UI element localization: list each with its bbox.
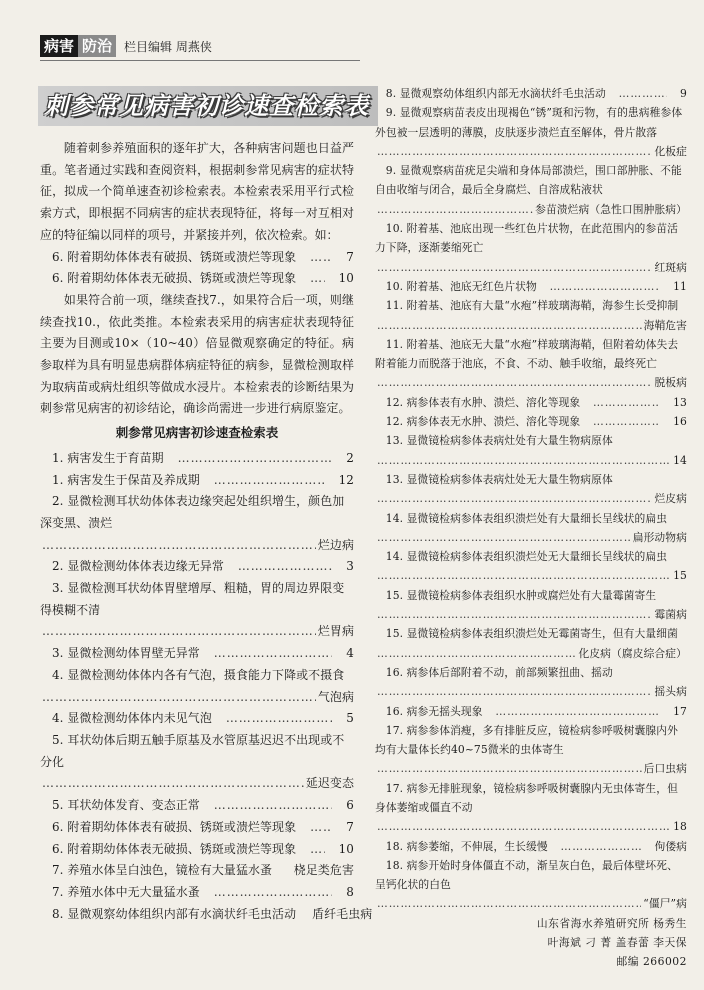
author-affiliation: 山东省海水养殖研究所 杨秀生 — [536, 916, 687, 930]
entry-text: 17. 病参参体消瘦，多有排脏反应，镜检病参呼吸树囊腺内外均有大量体长约40~75微米的虫体寄生 — [375, 723, 678, 757]
leader-dots — [298, 817, 332, 839]
leader-dots — [274, 860, 280, 882]
key-entry — [375, 856, 687, 914]
column-name-part1: 病害 — [40, 35, 78, 57]
entry-target: 后口虫病 — [643, 762, 687, 776]
key-entry — [375, 335, 687, 393]
leader-dots — [377, 200, 533, 219]
leader-dots — [377, 682, 652, 701]
entry-target: 化皮病（腐皮综合症） — [578, 646, 687, 660]
entry-target: 17 — [673, 704, 687, 718]
entry-target: 12 — [338, 472, 354, 487]
article-title: 刺参常见病害初诊速查检索表 — [44, 92, 369, 120]
leader-dots — [298, 839, 325, 861]
column-name-part2: 防治 — [78, 35, 116, 57]
entry-text: 16. 病参体后部附着不动，前部频繁扭曲、摇动 — [385, 665, 613, 679]
entry-text: 14. 显微镜检病参体表组织溃烂处无大量细长呈线状的扁虫 — [385, 550, 668, 564]
entry-target: 10 — [338, 271, 354, 286]
key-entry — [40, 448, 354, 470]
entry-target: 18 — [673, 820, 687, 834]
left-column — [40, 138, 373, 925]
key-entry — [375, 837, 687, 856]
entry-target: 5 — [346, 711, 354, 726]
entry-text: 5. 耳状幼体后期五触手原基及水管原基迟迟不出现或不分化 — [40, 732, 345, 769]
leader-dots — [377, 258, 652, 277]
entry-text: 4. 显微检测幼体体内未见气泡 — [51, 711, 212, 726]
leader-dots — [202, 882, 333, 904]
entry-target: 15 — [673, 569, 687, 583]
leader-dots — [42, 687, 316, 709]
column-editor: 栏目编辑 周燕侠 — [124, 39, 212, 54]
key-entry — [40, 643, 354, 665]
leader-dots — [166, 448, 333, 470]
key-entry — [375, 624, 687, 663]
entry-target: 红斑病 — [654, 260, 687, 274]
leader-dots — [42, 621, 316, 643]
right-column — [375, 84, 687, 972]
key-entry — [375, 161, 687, 219]
entry-text: 6. 附着期幼体体表有破损、锈斑或溃烂等现象 — [51, 819, 297, 834]
entry-target: 8 — [346, 884, 354, 899]
key-entry — [40, 817, 354, 839]
column-header — [40, 34, 212, 58]
leader-dots — [202, 795, 333, 817]
entry-target: 14 — [673, 453, 687, 467]
key-entry — [375, 721, 687, 779]
key-entry — [375, 431, 687, 470]
entry-target: 摇头病 — [654, 685, 687, 699]
key-entry — [375, 779, 687, 837]
entry-text: 15. 显微镜检病参体表组织溃烂处无霉菌寄生，但有大量细菌 — [385, 627, 678, 641]
entry-target: 烂边病 — [317, 537, 354, 552]
entry-target: 4 — [346, 646, 354, 661]
entry-text: 12. 病参体表有水肿、溃烂、溶化等现象 — [385, 395, 581, 409]
leader-dots — [377, 489, 652, 508]
example-entries — [40, 247, 354, 290]
entry-text: 11. 附着基、池底有大量“水疱”样玻璃海鞘，海参生长受抑制 — [385, 299, 679, 313]
table-title: 刺参常见病害初诊速查检索表 — [115, 425, 279, 441]
leader-dots — [214, 708, 332, 730]
entry-target: 脱板病 — [654, 376, 687, 390]
usage-paragraph: 如果符合前一项，继续查找7.，如果符合后一项，则继续查找10.，依此类推。本检索表采用的病害症状表现特征主要为目测或10×（10~40）倍显微观察确定的特征。病参取样为具有明显患病群体病症特征的病参，显微检测取样为取病苗或病灶组织等做成水浸片。本检索表的诊断结果为刺参常见病害的初诊结论，确诊尚需进一步进行病原鉴定。 — [40, 292, 354, 416]
entry-text: 3. 显微检测幼体胃壁无异常 — [51, 646, 200, 661]
key-entry — [375, 103, 687, 161]
leader-dots — [377, 644, 576, 663]
leader-dots — [377, 316, 642, 335]
entry-target: 9 — [680, 87, 687, 100]
entry-target: 2 — [346, 450, 354, 465]
leader-dots — [550, 837, 642, 856]
key-entry — [40, 470, 354, 492]
key-entry — [40, 795, 354, 817]
key-entries-right — [375, 84, 687, 914]
entry-text: 10. 附着基、池底无红色片状物 — [385, 279, 537, 293]
leader-dots — [377, 759, 642, 778]
entry-text: 1. 病害发生于育苗期 — [51, 450, 164, 465]
entry-text: 5. 耳状幼体发育、变态正常 — [51, 798, 200, 813]
key-entry — [375, 219, 687, 277]
entry-text: 13. 显微镜检病参体表病灶处无大量生物病原体 — [385, 472, 613, 486]
entry-text: 11. 附着基、池底无大量“水疱”样玻璃海鞘，但附着幼体失去附着能力而脱落于池底，不食、不动、触手收缩，最终死亡 — [375, 337, 679, 371]
key-entry — [375, 702, 687, 721]
entry-text: 2. 显微检测幼体体表边缘无异常 — [51, 559, 224, 574]
entry-target: 烂胃病 — [317, 624, 354, 639]
entry-target: 11 — [673, 279, 687, 293]
key-entry — [40, 491, 354, 556]
entry-target: 海鞘危害 — [643, 318, 687, 332]
key-entry — [375, 509, 687, 548]
entry-target: 佝偻病 — [654, 839, 687, 853]
entry-target: 延迟变态 — [305, 776, 354, 791]
leader-dots — [377, 373, 652, 392]
entry-text: 18. 病参开始时身体僵直不动，渐呈灰白色，最后体壁坏死、呈钙化状的白色 — [375, 858, 678, 892]
leader-dots — [608, 84, 667, 103]
leader-dots — [202, 470, 325, 492]
key-entries-left — [40, 448, 373, 925]
entry-text: 1. 病害发生于保苗及养成期 — [51, 472, 200, 487]
leader-dots — [298, 268, 325, 290]
leader-dots — [582, 412, 660, 431]
entry-target: 化板症 — [654, 144, 687, 158]
key-entry — [375, 663, 687, 702]
entry-text: 7. 养殖水体呈白浊色，镜检有大量猛水蚤 — [51, 863, 273, 878]
leader-dots — [42, 535, 316, 557]
key-entry — [375, 470, 687, 509]
key-entry — [375, 393, 687, 412]
entry-target: 霉菌病 — [654, 608, 687, 622]
key-entry — [375, 296, 687, 335]
entry-text: 9. 显微观察病苗表皮出现褐色“锈”斑和污物，有的患病稚参体外包被一层透明的薄膜，皮肤逐步溃烂直至解体，骨片散落 — [375, 106, 683, 139]
entry-text: 8. 显微观察幼体组织内部有水滴状纤毛虫活动 — [51, 906, 297, 921]
key-entry — [40, 578, 354, 643]
entry-target: 10 — [338, 841, 354, 856]
entry-text: 13. 显微镜检病参体表病灶处有大量生物病原体 — [385, 434, 613, 448]
leader-dots — [377, 817, 671, 836]
entry-target: 盾纤毛虫病 — [312, 906, 373, 921]
key-entry — [375, 277, 687, 296]
entry-text: 9. 显微观察病苗疣足尖端和身体局部溃烂，围口部肿胀、不能自由收缩与闭合，最后全身腐烂、自溶成粘液状 — [375, 164, 682, 197]
entry-target: 6 — [346, 798, 354, 813]
entry-target: 气泡病 — [317, 689, 354, 704]
entry-text: 2. 显微检测耳状幼体体表边缘突起处组织增生，颜色加深变黑、溃烂 — [40, 494, 345, 530]
leader-dots — [42, 773, 304, 795]
leader-dots — [377, 894, 641, 913]
entry-text: 18. 病参萎缩，不伸展，生长缓慢 — [385, 839, 548, 853]
entry-target: 3 — [346, 559, 354, 574]
key-entry — [40, 665, 354, 708]
key-entry — [40, 730, 354, 795]
key-entry — [40, 708, 354, 730]
entry-text: 10. 附着基、池底出现一些红色片状物，在此范围内的参苗活力下降，逐渐萎缩死亡 — [375, 222, 678, 255]
entry-text: 17. 病参无排脏现象，镜检病参呼吸树囊腺内无虫体寄生，但身体萎缩或僵直不动 — [375, 781, 678, 814]
entry-text: 8. 显微观察幼体组织内部无水滴状纤毛虫活动 — [385, 87, 606, 100]
key-entry — [40, 904, 373, 926]
leader-dots — [298, 247, 332, 269]
key-entry — [375, 412, 687, 431]
key-entry — [40, 247, 354, 269]
entry-text: 14. 显微镜检病参体表组织溃烂处有大量细长呈线状的扁虫 — [385, 511, 668, 525]
entry-text: 12. 病参体表无水肿、溃烂、溶化等现象 — [385, 415, 581, 429]
key-entry — [375, 547, 687, 586]
entry-target: 烂皮病 — [654, 492, 687, 506]
entry-text: 7. 养殖水体中无大量猛水蚤 — [51, 884, 200, 899]
author-names: 叶海斌 刁 菁 盖春蕾 李天保 — [547, 936, 687, 950]
entry-target: 7 — [346, 249, 354, 264]
leader-dots — [485, 702, 661, 721]
leader-dots — [377, 528, 631, 547]
postcode: 邮编 266002 — [616, 955, 687, 969]
entry-text: 16. 病参无摇头现象 — [385, 704, 483, 718]
leader-dots — [377, 451, 671, 470]
entry-target: “僵尸”病 — [643, 897, 687, 911]
key-entry — [40, 839, 354, 861]
leader-dots — [377, 566, 671, 585]
column-badge — [40, 35, 116, 57]
leader-dots — [539, 277, 660, 296]
key-entry — [375, 84, 687, 103]
entry-target: 7 — [346, 819, 354, 834]
entry-text: 4. 显微检测幼体体内各有气泡，摄食能力下降或不摄食 — [51, 667, 345, 682]
header-divider — [40, 60, 360, 61]
key-entry — [40, 556, 354, 578]
entry-text: 15. 显微镜检病参体表组织水肿或腐烂处有大量霉菌寄生 — [385, 588, 657, 602]
leader-dots — [226, 556, 332, 578]
entry-text: 6. 附着期幼体体表有破损、锈斑或溃烂等现象 — [51, 249, 297, 264]
entry-target: 桡足类危害 — [293, 863, 354, 878]
intro-paragraph: 随着刺参养殖面积的逐年扩大，各种病害问题也日益严重。笔者通过实践和查阅资料，根据刺参常见病害的症状特征，拟成一个简单速查初诊检索表。本检索表采用平行式检索方式，即根据不同病害的症状表现特征，将每一对互相对应的特征编以同样的项号，并紧接并列，依次检索。如： — [40, 141, 354, 242]
leader-dots — [582, 393, 660, 412]
entry-target: 参苗溃烂病（急性口围肿胀病） — [535, 202, 687, 216]
entry-text: 6. 附着期幼体体表无破损、锈斑或溃烂等现象 — [51, 841, 297, 856]
entry-target: 13 — [673, 395, 687, 409]
leader-dots — [202, 643, 333, 665]
leader-dots — [377, 605, 652, 624]
key-entry — [375, 586, 687, 625]
key-entry — [40, 268, 354, 290]
entry-text: 3. 显微检测耳状幼体胃壁增厚、粗糙，胃的周边界限变得模糊不清 — [40, 581, 345, 617]
entry-text: 6. 附着期幼体体表无破损、锈斑或溃烂等现象 — [51, 271, 297, 286]
entry-target: 扁形动物病 — [632, 530, 687, 544]
leader-dots — [377, 142, 652, 161]
key-entry — [40, 882, 354, 904]
entry-target: 16 — [673, 415, 687, 429]
key-entry — [40, 860, 354, 882]
